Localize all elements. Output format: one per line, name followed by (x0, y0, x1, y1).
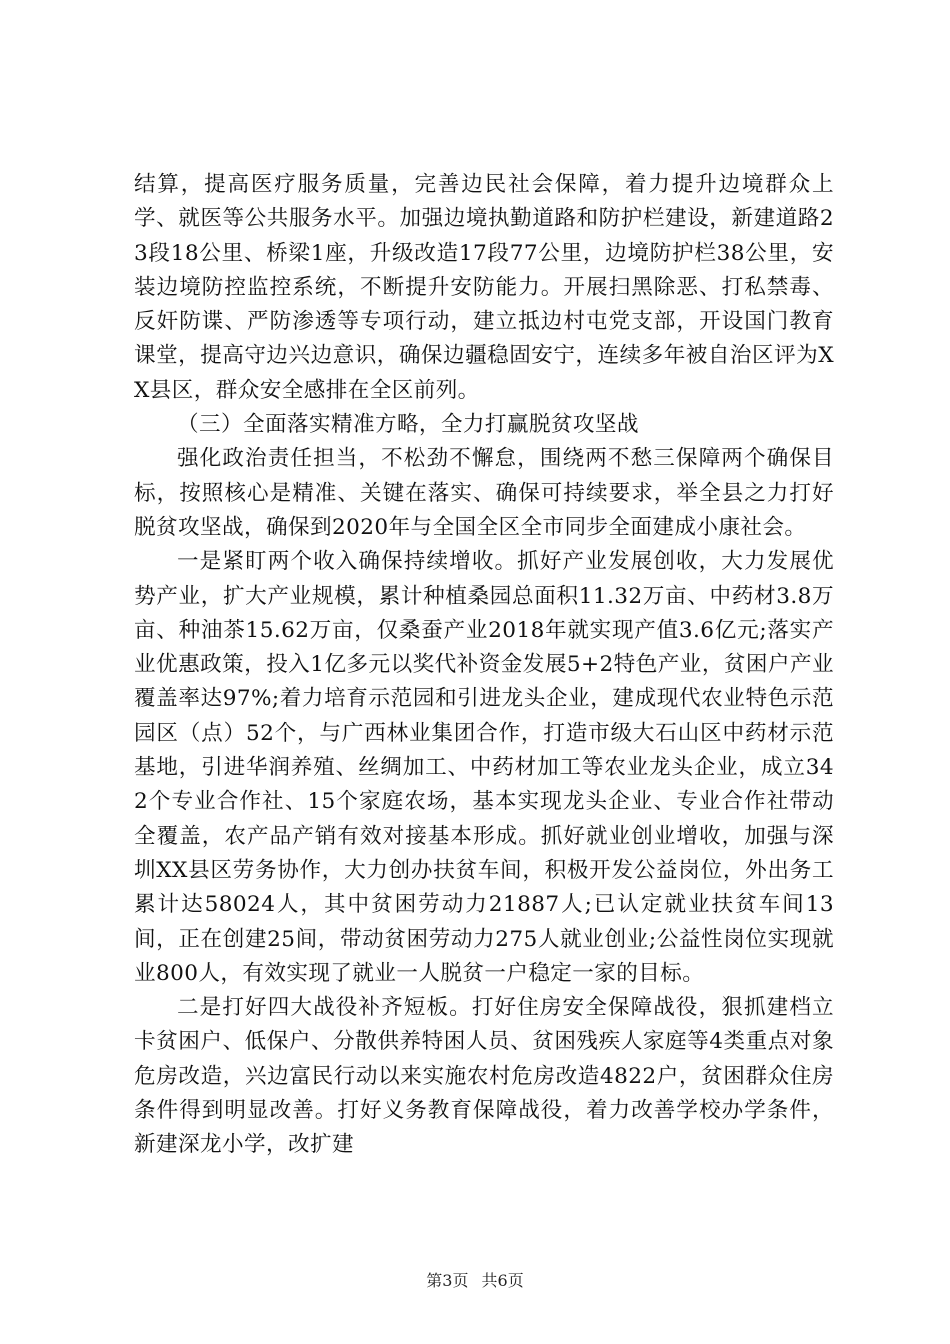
paragraph-income: 一是紧盯两个收入确保持续增收。抓好产业发展创收，大力发展优势产业，扩大产业规模，累计种植桑园总面积11.32万亩、中药材3.8万亩、种油茶15.62万亩，仅桑蚕产业2018年就实现产值3.6亿元;落实产业优惠政策，投入1亿多元以奖代补资金发展5+2特色产业，贫困户产业覆盖率达97%;着力培育示范园和引进龙头企业，建成现代农业特色示范园区（点）52个，与广西林业集团合作，打造市级大石山区中药材示范基地，引进华润养殖、丝绸加工、中药材加工等农业龙头企业，成立342个专业合作社、15个家庭农场，基本实现龙头企业、专业合作社带动全覆盖，农产品产销有效对接基本形成。抓好就业创业增收，加强与深圳XX县区劳务协作，大力创办扶贫车间，积极开发公益岗位，外出务工累计达58024人，其中贫困劳动力21887人;已认定就业扶贫车间13间，正在创建25间，带动贫困劳动力275人就业创业;公益性岗位实现就业800人，有效实现了就业一人脱贫一户稳定一家的目标。 (134, 549, 834, 986)
page-footer (0, 1268, 950, 1291)
paragraph-intro: 强化政治责任担当，不松劲不懈怠，围绕两不愁三保障两个确保目标，按照核心是精准、关键在落实、确保可持续要求，举全县之力打好脱贫攻坚战，确保到2020年与全国全区全市同步全面建成小康社会。 (134, 446, 834, 540)
page-total: 共6页 (481, 1271, 524, 1290)
section-heading: （三）全面落实精准方略，全力打赢脱贫攻坚战 (177, 412, 639, 438)
paragraph-continuation: 结算，提高医疗服务质量，完善边民社会保障，着力提升边境群众上学、就医等公共服务水平。加强边境执勤道路和防护栏建设，新建道路23段18公里、桥梁1座，升级改造17段77公里，边境防护栏38公里，安装边境防控监控系统，不断提升安防能力。开展扫黑除恶、打私禁毒、反奸防谍、严防渗透等专项行动，建立抵边村屯党支部，开设国门教育课堂，提高守边兴边意识，确保边疆稳固安宁，连续多年被自治区评为XX县区，群众安全感排在全区前列。 (134, 172, 834, 403)
paragraph-campaigns: 二是打好四大战役补齐短板。打好住房安全保障战役，狠抓建档立卡贫困户、低保户、分散供养特困人员、贫困残疾人家庭等4类重点对象危房改造，兴边富民行动以来实施农村危房改造4822户，贫困群众住房条件得到明显改善。打好义务教育保障战役，着力改善学校办学条件，新建深龙小学，改扩建 (134, 995, 834, 1158)
document-body (134, 168, 834, 1163)
page-number: 第3页 (426, 1271, 469, 1290)
